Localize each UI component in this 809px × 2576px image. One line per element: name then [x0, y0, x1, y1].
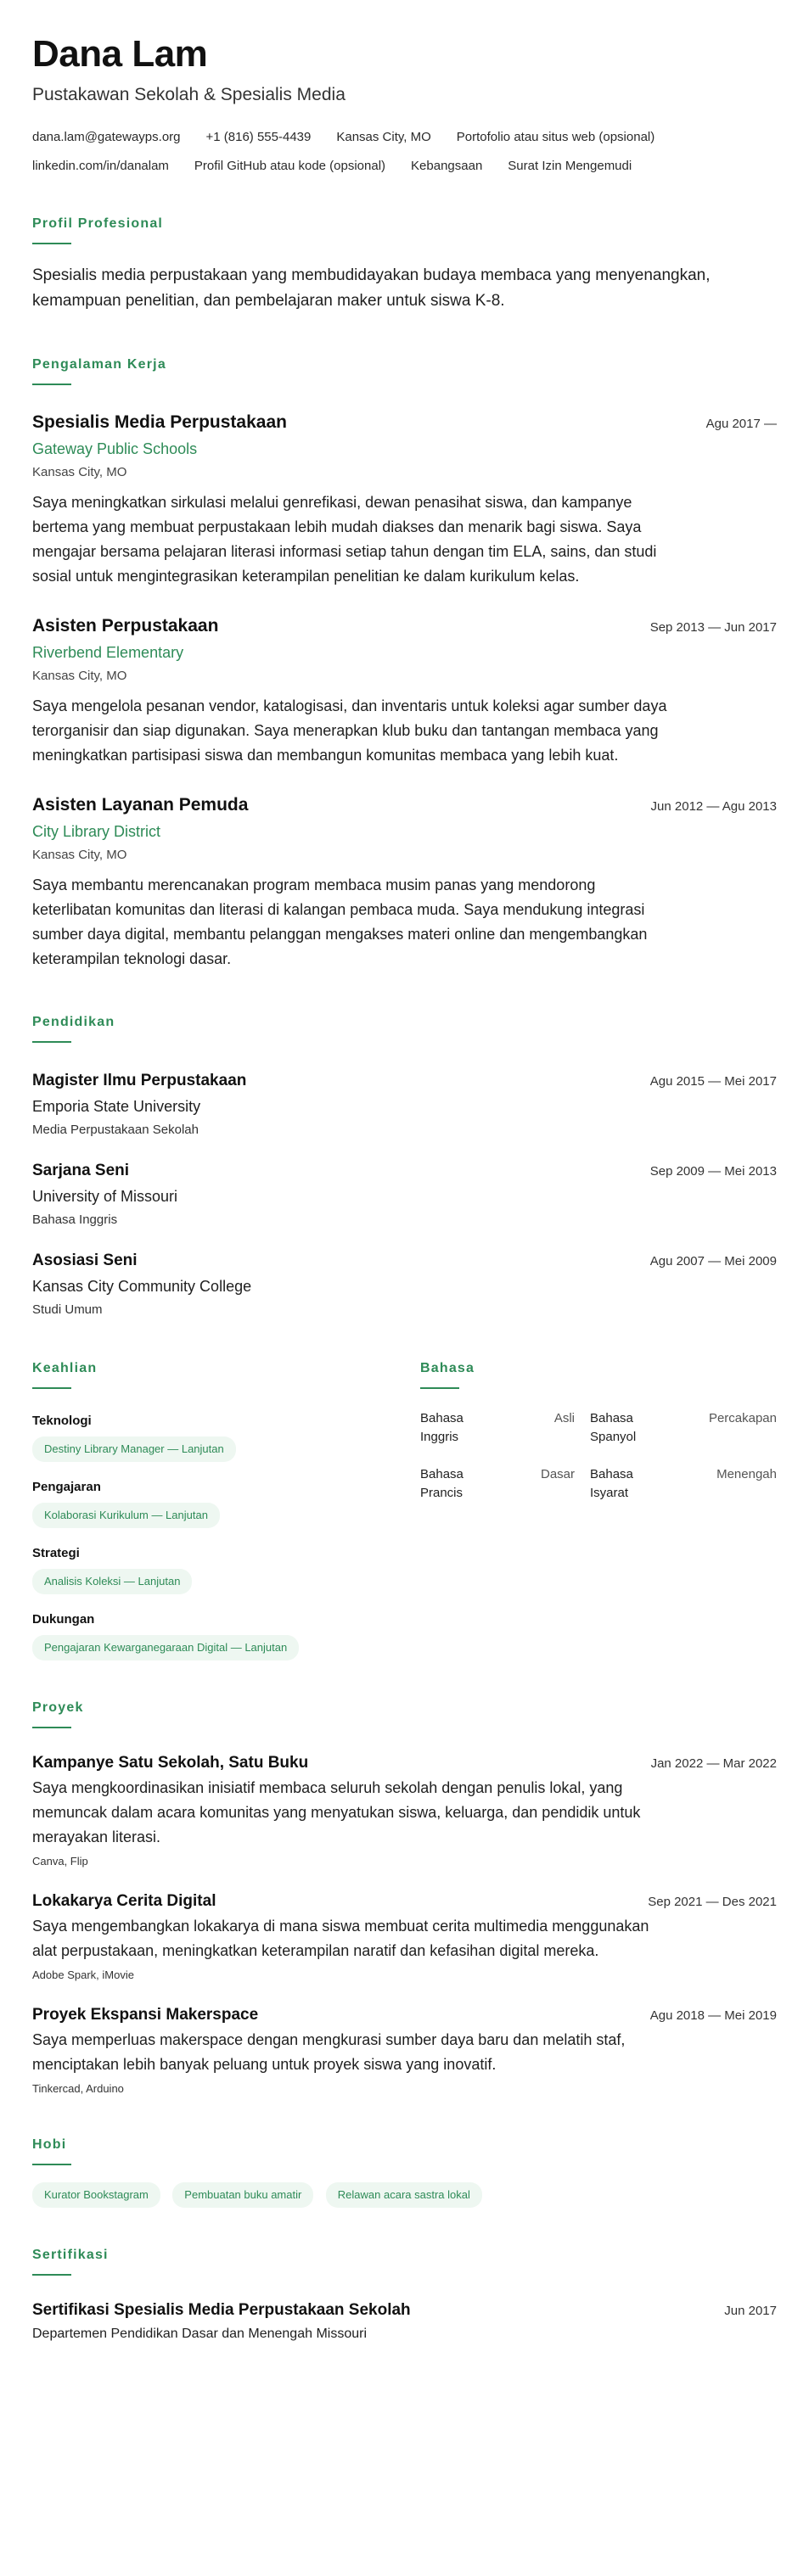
language-list [420, 1409, 777, 1503]
language-level: Percakapan [708, 1411, 777, 1425]
candidate-role: Pustakawan Sekolah & Spesialis Media [32, 85, 346, 104]
experience-section [32, 356, 777, 972]
section-divider [32, 1041, 71, 1043]
job-title: Spesialis Media Perpustakaan [32, 412, 287, 432]
experience-item [32, 411, 777, 589]
job-company: Gateway Public Schools [32, 440, 198, 457]
summary-text: Spesialis media perpustakaan yang membudidayakan budaya membaca yang menyenangkan, kemampuan penelitian, dan pembelajaran maker untuk siswa K-8. [32, 266, 711, 310]
skill-group-name: Teknologi [32, 1414, 92, 1428]
skill-group [32, 1413, 389, 1462]
education-item [32, 1250, 777, 1319]
job-location: Kansas City, MO [32, 465, 127, 479]
job-description: Saya mengelola pesanan vendor, katalogisasi, dan inventaris untuk koleksi agar sumber daya terorganisir dan siap digunakan. Saya menerapkan klub buku dan tantangan membaca yang meningkatkan partisipasi siswa dan membangun komunitas membaca yang lebih kuat. [32, 697, 667, 764]
project-description: Saya mengembangkan lokakarya di mana siswa membuat cerita multimedia menggunakan alat perpustakaan, meningkatkan keterampilan naratif dan kefasihan digital mereka. [32, 1918, 649, 1959]
contact-location: Kansas City, MO [336, 130, 431, 144]
hobby-tag: Kurator Bookstagram [32, 2182, 160, 2208]
contact-portfolio[interactable]: Portofolio atau situs web (opsional) [456, 130, 655, 144]
contact-driving-license: Surat Izin Mengemudi [508, 159, 632, 173]
study-field: Studi Umum [32, 1302, 103, 1317]
job-company: Riverbend Elementary [32, 644, 184, 661]
contact-github[interactable]: Profil GitHub atau kode (opsional) [194, 159, 386, 173]
certification-item [32, 2299, 777, 2344]
job-date: Jun 2012 — Agu 2013 [650, 799, 777, 814]
section-title-education: Pendidikan [32, 1015, 115, 1029]
project-description: Saya mengkoordinasikan inisiatif membaca seluruh sekolah dengan penulis lokal, yang memuncak dalam acara komunitas yang menyatukan siswa, keluarga, dan pendidik untuk merayakan literasi. [32, 1779, 641, 1845]
project-item [32, 2004, 777, 2097]
language-name: Bahasa Inggris [420, 1411, 463, 1444]
project-description: Saya memperluas makerspace dengan mengkurasi sumber daya baru dan melatih staf, menciptakan lebih banyak peluang untuk proyek siswa yang inovatif. [32, 2031, 626, 2073]
language-level: Asli [553, 1411, 575, 1425]
certifications-section [32, 2247, 777, 2344]
language-level: Dasar [540, 1467, 575, 1481]
hobby-tag: Pembuatan buku amatir [172, 2182, 313, 2208]
project-item [32, 1890, 777, 1984]
certification-issuer: Departemen Pendidikan Dasar dan Menengah Missouri [32, 2327, 367, 2341]
education-item [32, 1070, 777, 1140]
education-date: Agu 2007 — Mei 2009 [649, 1254, 777, 1268]
skill-tag: Pengajaran Kewarganegaraan Digital — Lanjutan [32, 1635, 299, 1660]
skill-group [32, 1611, 389, 1660]
job-title: Asisten Layanan Pemuda [32, 795, 249, 815]
job-date: Sep 2013 — Jun 2017 [649, 620, 777, 635]
experience-item [32, 793, 777, 972]
skills-section [32, 1360, 389, 1660]
study-field: Media Perpustakaan Sekolah [32, 1123, 199, 1137]
section-divider [32, 384, 71, 385]
job-title: Asisten Perpustakaan [32, 616, 219, 636]
school-name: University of Missouri [32, 1188, 178, 1205]
degree-title: Sarjana Seni [32, 1162, 130, 1179]
skill-group-name: Pengajaran [32, 1480, 101, 1494]
language-item [420, 1465, 590, 1503]
section-divider [32, 2274, 71, 2276]
education-date: Agu 2015 — Mei 2017 [649, 1074, 777, 1089]
education-item [32, 1160, 777, 1229]
contact-nationality: Kebangsaan [411, 159, 483, 173]
skill-group-name: Dukungan [32, 1612, 95, 1627]
skill-tag: Destiny Library Manager — Lanjutan [32, 1436, 236, 1462]
language-item [590, 1465, 777, 1503]
hobby-tag: Relawan acara sastra lokal [326, 2182, 482, 2208]
section-title-certifications: Sertifikasi [32, 2248, 109, 2262]
project-date: Sep 2021 — Des 2021 [648, 1895, 777, 1909]
section-title-languages: Bahasa [420, 1361, 475, 1375]
section-divider [32, 2164, 71, 2165]
language-level: Menengah [716, 1467, 777, 1481]
skill-group [32, 1479, 389, 1528]
project-title: Lokakarya Cerita Digital [32, 1892, 216, 1910]
language-item [590, 1409, 777, 1447]
language-name: Bahasa Prancis [420, 1467, 463, 1500]
job-description: Saya meningkatkan sirkulasi melalui genrefikasi, dewan penasihat siswa, dan kampanye bertema yang membuat perpustakaan lebih mudah diakses dan menarik bagi siswa. Saya mengajar bersama pelajaran literasi informasi setiap tahun dengan tim ELA, sains, dan studi sosial untuk mengintegrasikan keterampilan penelitian ke dalam kurikulum kelas. [32, 494, 657, 585]
resume-header [32, 32, 777, 175]
language-name: Bahasa Isyarat [590, 1467, 633, 1500]
job-company: City Library District [32, 823, 161, 840]
job-location: Kansas City, MO [32, 848, 127, 862]
contact-linkedin[interactable]: linkedin.com/in/danalam [32, 159, 169, 173]
skills-languages-row [32, 1360, 777, 1660]
skill-tag: Kolaborasi Kurikulum — Lanjutan [32, 1503, 220, 1528]
school-name: Kansas City Community College [32, 1278, 252, 1295]
candidate-name: Dana Lam [32, 33, 208, 75]
project-tools: Canva, Flip [32, 1855, 88, 1868]
section-title-experience: Pengalaman Kerja [32, 357, 166, 372]
study-field: Bahasa Inggris [32, 1212, 118, 1227]
project-tools: Tinkercad, Arduino [32, 2082, 124, 2095]
contact-email[interactable]: dana.lam@gatewayps.org [32, 130, 181, 144]
education-date: Sep 2009 — Mei 2013 [649, 1164, 777, 1179]
contact-phone[interactable]: +1 (816) 555-4439 [205, 130, 312, 144]
certification-title: Sertifikasi Spesialis Media Perpustakaan Sekolah [32, 2301, 411, 2319]
degree-title: Magister Ilmu Perpustakaan [32, 1072, 247, 1089]
hobbies-section [32, 2136, 777, 2208]
certification-date: Jun 2017 [724, 2304, 777, 2318]
school-name: Emporia State University [32, 1098, 201, 1115]
project-tools: Adobe Spark, iMovie [32, 1968, 134, 1981]
education-section [32, 1014, 777, 1319]
section-divider [32, 1727, 71, 1728]
skill-group-name: Strategi [32, 1546, 80, 1560]
languages-section [420, 1360, 777, 1660]
language-item [420, 1409, 590, 1447]
project-item [32, 1752, 777, 1870]
project-date: Jan 2022 — Mar 2022 [650, 1756, 777, 1771]
degree-title: Asosiasi Seni [32, 1252, 138, 1269]
projects-section [32, 1700, 777, 2097]
section-title-projects: Proyek [32, 1700, 84, 1715]
experience-item [32, 614, 777, 768]
section-title-hobbies: Hobi [32, 2137, 67, 2152]
section-divider [32, 1387, 71, 1389]
section-divider [32, 243, 71, 244]
section-title-skills: Keahlian [32, 1361, 98, 1375]
contact-list [32, 129, 779, 175]
job-date: Agu 2017 — [705, 417, 777, 431]
section-title-summary: Profil Profesional [32, 216, 164, 231]
project-date: Agu 2018 — Mei 2019 [649, 2008, 777, 2023]
skill-tag: Analisis Koleksi — Lanjutan [32, 1569, 192, 1594]
job-description: Saya membantu merencanakan program membaca musim panas yang mendorong keterlibatan komunitas dan literasi di kalangan pembaca muda. Saya mendukung integrasi sumber daya digital, membantu pelanggan mengakses materi online dan mengembangkan keterampilan teknologi dasar. [32, 876, 648, 967]
summary-section [32, 216, 777, 314]
section-divider [420, 1387, 459, 1389]
language-name: Bahasa Spanyol [590, 1411, 637, 1444]
job-location: Kansas City, MO [32, 669, 127, 683]
hobby-list [32, 2182, 777, 2208]
project-title: Proyek Ekspansi Makerspace [32, 2006, 259, 2024]
project-title: Kampanye Satu Sekolah, Satu Buku [32, 1754, 309, 1772]
skill-group [32, 1545, 389, 1594]
